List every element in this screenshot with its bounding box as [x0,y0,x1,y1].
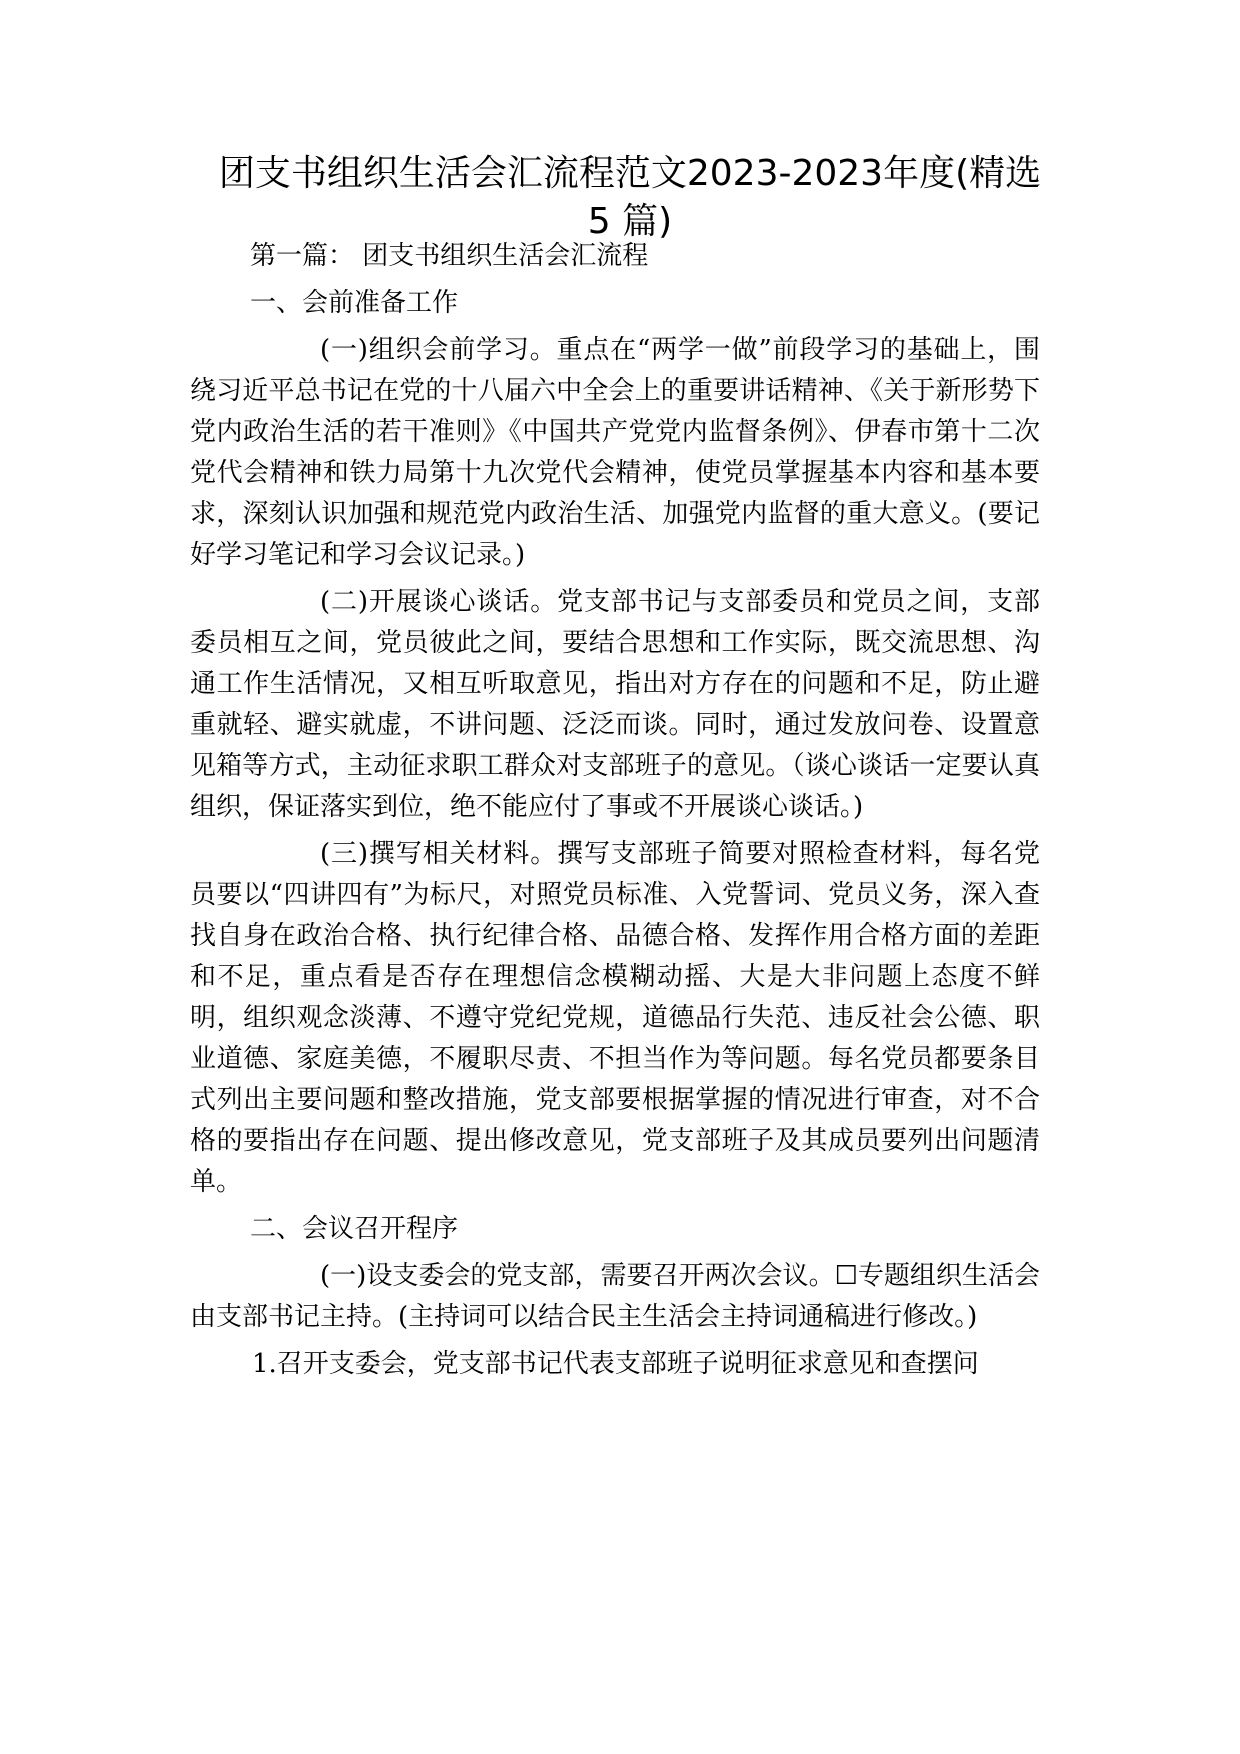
title-line-1: 团支书组织生活会汇流程范文2023-2023年度(精选 [218,153,1042,194]
paragraph-1: (一)组织会前学习。重点在“两学一做”前段学习的基础上，围绕习近平总书记在党的十八届六中全会上的重要讲话精神、《关于新形势下党内政治生活的若干准则》《中国共产党党内监督条例》、伊春市第十二次党代会精神和铁力局第十九次党代会精神，使党员掌握基本内容和基本要求，深刻认识加强和规范党内政治生活、加强党内监督的重大意义。(要记好学习笔记和学习会议记录。) [190,335,1040,570]
paragraph-3: (三)撰写相关材料。撰写支部班子简要对照检查材料，每名党员要以“四讲四有”为标尺，对照党员标准、入党誓词、党员义务，深入查找自身在政治合格、执行纪律合格、品德合格、发挥作用合格方面的差距和不足，重点看是否存在理想信念模糊动摇、大是大非问题上态度不鲜明，组织观念淡薄、不遵守党纪党规，道德品行失范、违反社会公德、职业道德、家庭美德，不履职尽责、不担当作为等问题。每名党员都要条目式列出主要问题和整改措施，党支部要根据掌握的情况进行审查，对不合格的要指出存在问题、提出修改意见，党支部班子及其成员要列出问题清单。 [190,839,1040,1197]
document-title [190,150,1070,246]
section-heading-2: 二、会议召开程序 [250,1214,459,1244]
chapter-heading: 第一篇： 团支书组织生活会汇流程 [250,241,649,271]
paragraph-4: (一)设支委会的党支部，需要召开两次会议。☐专题组织生活会由支部书记主持。(主持词可以结合民主生活会主持词通稿进行修改。) [190,1261,1040,1332]
section-heading-1: 一、会前准备工作 [250,288,459,318]
paragraph-2: (二)开展谈心谈话。党支部书记与支部委员和党员之间，支部委员相互之间，党员彼此之间，要结合思想和工作实际，既交流思想、沟通工作生活情况，又相互听取意见，指出对方存在的问题和不足，防止避重就轻、避实就虚，不讲问题、泛泛而谈。同时，通过发放问卷、设置意见箱等方式，主动征求职工群众对支部班子的意见。（谈心谈话一定要认真组织，保证落实到位，绝不能应付了事或不开展谈心谈话。) [190,587,1040,822]
title-line-2: 5 篇) [587,201,673,242]
document-body [190,236,1040,1391]
paragraph-5: 1.召开支委会，党支部书记代表支部班子说明征求意见和查摆问 [252,1349,979,1379]
